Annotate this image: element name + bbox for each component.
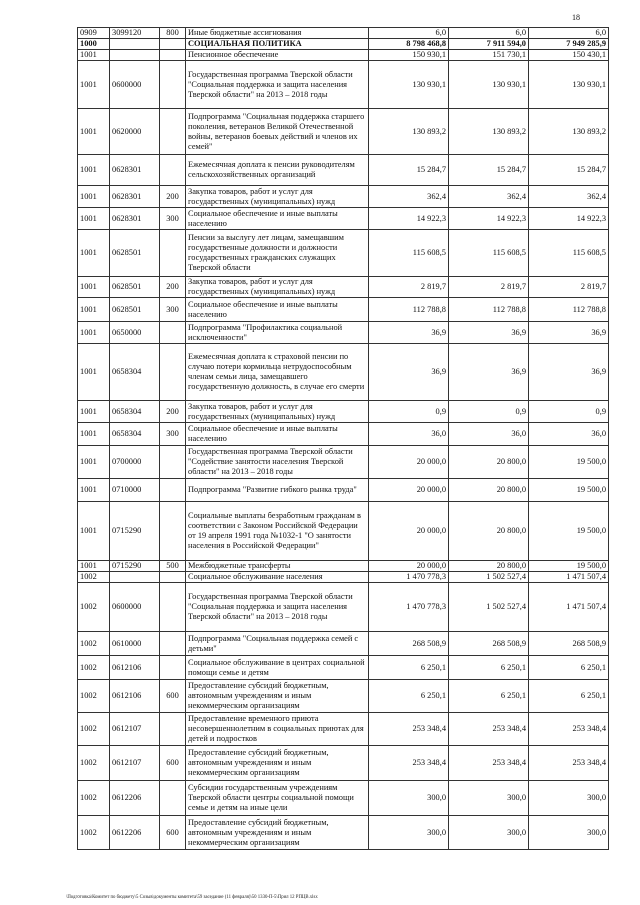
expense-type-code-cell (160, 656, 186, 680)
section-code-cell: 1001 (78, 230, 110, 277)
item-name-cell: Социальное обслуживание населения (186, 572, 369, 583)
expense-type-code-cell: 200 (160, 186, 186, 208)
amount-year2-cell: 130 930,1 (449, 61, 529, 109)
amount-year1-cell: 0,9 (369, 401, 449, 423)
amount-year3-cell: 15 284,7 (529, 155, 609, 186)
amount-year3-cell: 300,0 (529, 781, 609, 816)
amount-year1-cell: 36,0 (369, 423, 449, 446)
expense-type-code-cell (160, 781, 186, 816)
amount-year2-cell: 268 508,9 (449, 632, 529, 656)
table-row (78, 746, 609, 781)
item-name-cell: Предоставление временного приюта несовершеннолетним в социальных приютах для детей и подростков (186, 713, 369, 746)
target-article-code-cell: 0610000 (110, 632, 160, 656)
target-article-code-cell: 0628501 (110, 230, 160, 277)
amount-year1-cell: 20 000,0 (369, 479, 449, 502)
amount-year3-cell: 362,4 (529, 186, 609, 208)
amount-year3-cell: 1 471 507,4 (529, 583, 609, 632)
amount-year1-cell: 268 508,9 (369, 632, 449, 656)
amount-year3-cell: 0,9 (529, 401, 609, 423)
expense-type-code-cell: 600 (160, 746, 186, 781)
target-article-code-cell: 0715290 (110, 561, 160, 572)
amount-year2-cell: 1 502 527,4 (449, 572, 529, 583)
amount-year3-cell: 6,0 (529, 28, 609, 39)
target-article-code-cell: 0612206 (110, 816, 160, 850)
table-row (78, 632, 609, 656)
item-name-cell: Субсидии государственным учреждениям Тверской области центры социальной помощи семье и детям на иные цели (186, 781, 369, 816)
target-article-code-cell: 0612107 (110, 713, 160, 746)
table-row (78, 423, 609, 446)
item-name-cell: Межбюджетные трансферты (186, 561, 369, 572)
section-code-cell: 1000 (78, 39, 110, 50)
section-code-cell: 1001 (78, 155, 110, 186)
target-article-code-cell: 0600000 (110, 583, 160, 632)
amount-year3-cell: 6 250,1 (529, 656, 609, 680)
item-name-cell: Подпрограмма "Социальная поддержка семей с детьми" (186, 632, 369, 656)
section-code-cell: 1001 (78, 446, 110, 479)
section-code-cell: 1001 (78, 61, 110, 109)
amount-year2-cell: 20 800,0 (449, 502, 529, 561)
item-name-cell: Пенсионное обеспечение (186, 50, 369, 61)
section-code-cell: 1002 (78, 656, 110, 680)
item-name-cell: Закупка товаров, работ и услуг для государственных (муниципальных) нужд (186, 277, 369, 298)
amount-year1-cell: 300,0 (369, 816, 449, 850)
expense-type-code-cell: 200 (160, 277, 186, 298)
expense-type-code-cell: 800 (160, 28, 186, 39)
amount-year1-cell: 20 000,0 (369, 446, 449, 479)
section-code-cell: 1001 (78, 561, 110, 572)
item-name-cell: Социальное обеспечение и иные выплаты населению (186, 208, 369, 230)
target-article-code-cell: 0658304 (110, 401, 160, 423)
table-row (78, 39, 609, 50)
amount-year2-cell: 2 819,7 (449, 277, 529, 298)
amount-year1-cell: 8 798 468,8 (369, 39, 449, 50)
amount-year3-cell: 112 788,8 (529, 298, 609, 322)
section-code-cell: 1001 (78, 298, 110, 322)
target-article-code-cell: 0612106 (110, 656, 160, 680)
table-row (78, 186, 609, 208)
expense-type-code-cell (160, 583, 186, 632)
table-row (78, 401, 609, 423)
amount-year3-cell: 36,9 (529, 322, 609, 344)
item-name-cell: Подпрограмма "Социальная поддержка старшего поколения, ветеранов Великой Отечественной войны, ветеранов боевых действий и членов их семей" (186, 109, 369, 155)
amount-year1-cell: 14 922,3 (369, 208, 449, 230)
amount-year3-cell: 300,0 (529, 816, 609, 850)
item-name-cell: Закупка товаров, работ и услуг для государственных (муниципальных) нужд (186, 186, 369, 208)
section-code-cell: 1001 (78, 401, 110, 423)
amount-year3-cell: 130 930,1 (529, 61, 609, 109)
amount-year2-cell: 20 800,0 (449, 446, 529, 479)
amount-year3-cell: 19 500,0 (529, 561, 609, 572)
amount-year2-cell: 6,0 (449, 28, 529, 39)
amount-year1-cell: 112 788,8 (369, 298, 449, 322)
section-code-cell: 1002 (78, 572, 110, 583)
item-name-cell: Пенсии за выслугу лет лицам, замещавшим государственные должности и должности государственных гражданских служащих Тверской области (186, 230, 369, 277)
section-code-cell: 1001 (78, 423, 110, 446)
target-article-code-cell: 0628301 (110, 155, 160, 186)
table-row (78, 50, 609, 61)
table-row (78, 713, 609, 746)
table-row (78, 208, 609, 230)
target-article-code-cell: 0620000 (110, 109, 160, 155)
table-row (78, 155, 609, 186)
table-row (78, 277, 609, 298)
amount-year2-cell: 1 502 527,4 (449, 583, 529, 632)
expense-type-code-cell (160, 61, 186, 109)
amount-year3-cell: 1 471 507,4 (529, 572, 609, 583)
expense-type-code-cell (160, 344, 186, 401)
expense-type-code-cell (160, 109, 186, 155)
item-name-cell: Предоставление субсидий бюджетным, автономным учреждениям и иным некоммерческим организациям (186, 680, 369, 713)
section-code-cell: 1001 (78, 186, 110, 208)
page-number: 18 (572, 13, 580, 22)
amount-year1-cell: 300,0 (369, 781, 449, 816)
amount-year1-cell: 6 250,1 (369, 680, 449, 713)
budget-table (77, 27, 609, 850)
amount-year2-cell: 115 608,5 (449, 230, 529, 277)
item-name-cell: Ежемесячная доплата к пенсии руководителям сельскохозяйственных организаций (186, 155, 369, 186)
item-name-cell: СОЦИАЛЬНАЯ ПОЛИТИКА (186, 39, 369, 50)
amount-year2-cell: 0,9 (449, 401, 529, 423)
amount-year2-cell: 300,0 (449, 816, 529, 850)
expense-type-code-cell: 300 (160, 423, 186, 446)
table-row (78, 656, 609, 680)
amount-year1-cell: 130 893,2 (369, 109, 449, 155)
amount-year2-cell: 20 800,0 (449, 479, 529, 502)
section-code-cell: 1001 (78, 479, 110, 502)
amount-year2-cell: 36,9 (449, 344, 529, 401)
expense-type-code-cell (160, 572, 186, 583)
amount-year1-cell: 20 000,0 (369, 561, 449, 572)
amount-year3-cell: 268 508,9 (529, 632, 609, 656)
amount-year3-cell: 19 500,0 (529, 446, 609, 479)
table-row (78, 583, 609, 632)
amount-year1-cell: 6,0 (369, 28, 449, 39)
table-row (78, 479, 609, 502)
section-code-cell: 1001 (78, 109, 110, 155)
table-row (78, 502, 609, 561)
amount-year1-cell: 36,9 (369, 344, 449, 401)
expense-type-code-cell: 500 (160, 561, 186, 572)
expense-type-code-cell: 200 (160, 401, 186, 423)
section-code-cell: 1001 (78, 277, 110, 298)
table-row (78, 109, 609, 155)
table-row (78, 61, 609, 109)
item-name-cell: Предоставление субсидий бюджетным, автономным учреждениям и иным некоммерческим организациям (186, 746, 369, 781)
amount-year3-cell: 36,9 (529, 344, 609, 401)
expense-type-code-cell (160, 322, 186, 344)
section-code-cell: 1001 (78, 322, 110, 344)
amount-year2-cell: 36,0 (449, 423, 529, 446)
section-code-cell: 1001 (78, 208, 110, 230)
target-article-code-cell: 0658304 (110, 344, 160, 401)
amount-year3-cell: 7 949 285,9 (529, 39, 609, 50)
target-article-code-cell: 0710000 (110, 479, 160, 502)
amount-year2-cell: 7 911 594,0 (449, 39, 529, 50)
section-code-cell: 1002 (78, 583, 110, 632)
amount-year2-cell: 6 250,1 (449, 680, 529, 713)
amount-year1-cell: 130 930,1 (369, 61, 449, 109)
target-article-code-cell: 0628501 (110, 298, 160, 322)
section-code-cell: 1002 (78, 713, 110, 746)
amount-year2-cell: 151 730,1 (449, 50, 529, 61)
item-name-cell: Государственная программа Тверской области "Социальная поддержка и защита населения Тверской области" на 2013 – 2018 годы (186, 61, 369, 109)
target-article-code-cell: 0650000 (110, 322, 160, 344)
item-name-cell: Социальное обслуживание в центрах социальной помощи семье и детям (186, 656, 369, 680)
table-row (78, 344, 609, 401)
amount-year2-cell: 253 348,4 (449, 713, 529, 746)
expense-type-code-cell (160, 155, 186, 186)
target-article-code-cell: 0600000 (110, 61, 160, 109)
amount-year3-cell: 115 608,5 (529, 230, 609, 277)
expense-type-code-cell (160, 479, 186, 502)
item-name-cell: Иные бюджетные ассигнования (186, 28, 369, 39)
expense-type-code-cell: 600 (160, 680, 186, 713)
expense-type-code-cell (160, 39, 186, 50)
amount-year2-cell: 112 788,8 (449, 298, 529, 322)
amount-year3-cell: 253 348,4 (529, 746, 609, 781)
table-row (78, 816, 609, 850)
expense-type-code-cell: 300 (160, 208, 186, 230)
item-name-cell: Социальные выплаты безработным гражданам в соответствии с Законом Российской Федерации от 19 апреля 1991 года №1032-1 "О занятости населения в Российской Федерации" (186, 502, 369, 561)
amount-year1-cell: 15 284,7 (369, 155, 449, 186)
table-row (78, 28, 609, 39)
amount-year1-cell: 253 348,4 (369, 713, 449, 746)
expense-type-code-cell (160, 446, 186, 479)
amount-year1-cell: 6 250,1 (369, 656, 449, 680)
amount-year3-cell: 6 250,1 (529, 680, 609, 713)
item-name-cell: Ежемесячная доплата к страховой пенсии по случаю потери кормильца нетрудоспособным членам семьи лица, замещавшего государственную должность, в случае его смерти (186, 344, 369, 401)
amount-year3-cell: 19 500,0 (529, 479, 609, 502)
expense-type-code-cell (160, 502, 186, 561)
section-code-cell: 1002 (78, 746, 110, 781)
target-article-code-cell: 0628501 (110, 277, 160, 298)
section-code-cell: 1001 (78, 50, 110, 61)
section-code-cell: 0909 (78, 28, 110, 39)
amount-year2-cell: 253 348,4 (449, 746, 529, 781)
item-name-cell: Закупка товаров, работ и услуг для государственных (муниципальных) нужд (186, 401, 369, 423)
expense-type-code-cell (160, 713, 186, 746)
amount-year1-cell: 362,4 (369, 186, 449, 208)
section-code-cell: 1001 (78, 502, 110, 561)
item-name-cell: Государственная программа Тверской области "Социальная поддержка и защита населения Тверской области" на 2013 – 2018 годы (186, 583, 369, 632)
item-name-cell: Государственная программа Тверской области "Содействие занятости населения Тверской области" на 2013 – 2018 годы (186, 446, 369, 479)
amount-year2-cell: 15 284,7 (449, 155, 529, 186)
amount-year2-cell: 6 250,1 (449, 656, 529, 680)
table-row (78, 298, 609, 322)
table-row (78, 680, 609, 713)
expense-type-code-cell (160, 50, 186, 61)
amount-year3-cell: 36,0 (529, 423, 609, 446)
amount-year1-cell: 1 470 778,3 (369, 583, 449, 632)
amount-year3-cell: 150 430,1 (529, 50, 609, 61)
target-article-code-cell (110, 39, 160, 50)
footer-file-path: \Подготовка\Комитет по бюджету\5 Созыв\документы комитета\59 заседание (11 февраля)\50 1330-П-5\Прил 12 РПЦВ.xlsx (66, 895, 318, 900)
target-article-code-cell: 0715290 (110, 502, 160, 561)
target-article-code-cell: 0658304 (110, 423, 160, 446)
amount-year1-cell: 253 348,4 (369, 746, 449, 781)
expense-type-code-cell: 600 (160, 816, 186, 850)
expense-type-code-cell (160, 632, 186, 656)
target-article-code-cell: 3099120 (110, 28, 160, 39)
target-article-code-cell: 0700000 (110, 446, 160, 479)
amount-year3-cell: 2 819,7 (529, 277, 609, 298)
amount-year1-cell: 1 470 778,3 (369, 572, 449, 583)
amount-year2-cell: 362,4 (449, 186, 529, 208)
amount-year3-cell: 14 922,3 (529, 208, 609, 230)
section-code-cell: 1002 (78, 781, 110, 816)
table-row (78, 446, 609, 479)
section-code-cell: 1002 (78, 816, 110, 850)
amount-year1-cell: 36,9 (369, 322, 449, 344)
table-row (78, 230, 609, 277)
target-article-code-cell: 0628301 (110, 208, 160, 230)
amount-year2-cell: 300,0 (449, 781, 529, 816)
amount-year1-cell: 2 819,7 (369, 277, 449, 298)
table-row (78, 572, 609, 583)
target-article-code-cell: 0612206 (110, 781, 160, 816)
table-row (78, 322, 609, 344)
item-name-cell: Социальное обеспечение и иные выплаты населению (186, 298, 369, 322)
item-name-cell: Социальное обеспечение и иные выплаты населению (186, 423, 369, 446)
amount-year3-cell: 253 348,4 (529, 713, 609, 746)
target-article-code-cell (110, 50, 160, 61)
table-row (78, 781, 609, 816)
amount-year2-cell: 130 893,2 (449, 109, 529, 155)
amount-year2-cell: 36,9 (449, 322, 529, 344)
section-code-cell: 1002 (78, 680, 110, 713)
amount-year3-cell: 130 893,2 (529, 109, 609, 155)
expense-type-code-cell: 300 (160, 298, 186, 322)
amount-year1-cell: 115 608,5 (369, 230, 449, 277)
target-article-code-cell (110, 572, 160, 583)
section-code-cell: 1001 (78, 344, 110, 401)
amount-year1-cell: 150 930,1 (369, 50, 449, 61)
item-name-cell: Подпрограмма "Развитие гибкого рынка труда" (186, 479, 369, 502)
section-code-cell: 1002 (78, 632, 110, 656)
item-name-cell: Предоставление субсидий бюджетным, автономным учреждениям и иным некоммерческим организациям (186, 816, 369, 850)
amount-year2-cell: 20 800,0 (449, 561, 529, 572)
amount-year1-cell: 20 000,0 (369, 502, 449, 561)
target-article-code-cell: 0612107 (110, 746, 160, 781)
item-name-cell: Подпрограмма "Профилактика социальной исключенности" (186, 322, 369, 344)
amount-year3-cell: 19 500,0 (529, 502, 609, 561)
table-row (78, 561, 609, 572)
target-article-code-cell: 0628301 (110, 186, 160, 208)
amount-year2-cell: 14 922,3 (449, 208, 529, 230)
expense-type-code-cell (160, 230, 186, 277)
target-article-code-cell: 0612106 (110, 680, 160, 713)
